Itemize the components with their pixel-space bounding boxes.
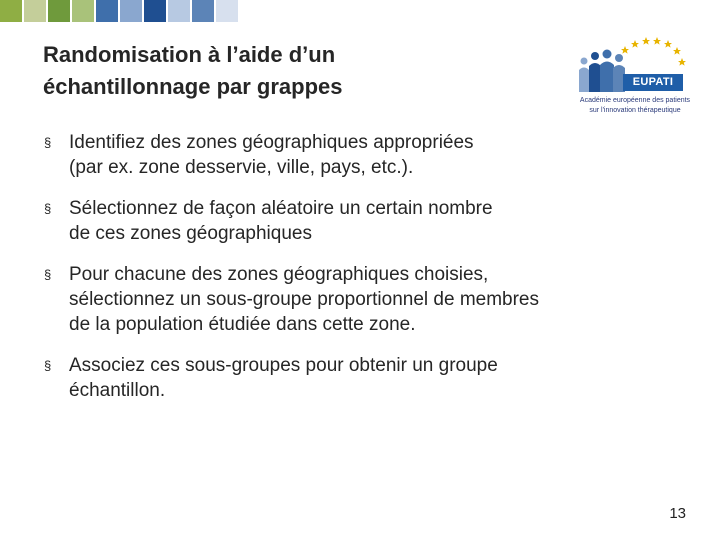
logo-tagline	[565, 96, 705, 116]
page-number: 13	[669, 505, 686, 522]
strip-square	[192, 0, 214, 22]
slide-title-line: échantillonnage par grappes	[43, 74, 343, 99]
bullet-line: échantillon.	[69, 380, 166, 401]
top-color-strip	[0, 0, 720, 24]
strip-square	[24, 0, 46, 22]
bullet-item	[44, 353, 684, 403]
bullet-marker-icon: §	[44, 135, 52, 150]
bullet-line: Associez ces sous-groupes pour obtenir un groupe	[69, 355, 498, 376]
strip-square	[216, 0, 238, 22]
bullet-marker-icon: §	[44, 267, 52, 282]
bullet-marker-icon: §	[44, 201, 52, 216]
bullet-line: Identifiez des zones géographiques appropriées	[69, 132, 474, 153]
bullet-item	[44, 262, 684, 337]
people-figures	[579, 50, 625, 93]
bullet-marker-icon: §	[44, 358, 52, 373]
logo-wordmark: EUPATI	[623, 74, 683, 91]
strip-square	[96, 0, 118, 22]
strip-square	[48, 0, 70, 22]
bullet-line: (par ex. zone desservie, ville, pays, etc.).	[69, 157, 414, 178]
bullet-line: sélectionnez un sous-groupe proportionnel de membres	[69, 289, 539, 310]
bullet-line: Pour chacune des zones géographiques choisies,	[69, 264, 489, 285]
bullet-item	[44, 196, 684, 246]
strip-square	[120, 0, 142, 22]
strip-square	[144, 0, 166, 22]
strip-square	[168, 0, 190, 22]
strip-square	[0, 0, 22, 22]
bullet-line: de la population étudiée dans cette zone.	[69, 314, 416, 335]
eupati-logo	[565, 34, 705, 120]
slide-title-line: Randomisation à l’aide d’un	[43, 42, 336, 67]
strip-square	[72, 0, 94, 22]
bullet-item	[44, 130, 684, 180]
stars-arc	[621, 37, 686, 66]
logo-tagline-line: sur l'innovation thérapeutique	[589, 107, 681, 114]
bullet-list	[44, 130, 684, 419]
bullet-line: Sélectionnez de façon aléatoire un certain nombre	[69, 198, 493, 219]
logo-tagline-line: Académie européenne des patients	[579, 97, 691, 104]
bullet-line: de ces zones géographiques	[69, 223, 312, 244]
slide-title	[43, 39, 523, 103]
